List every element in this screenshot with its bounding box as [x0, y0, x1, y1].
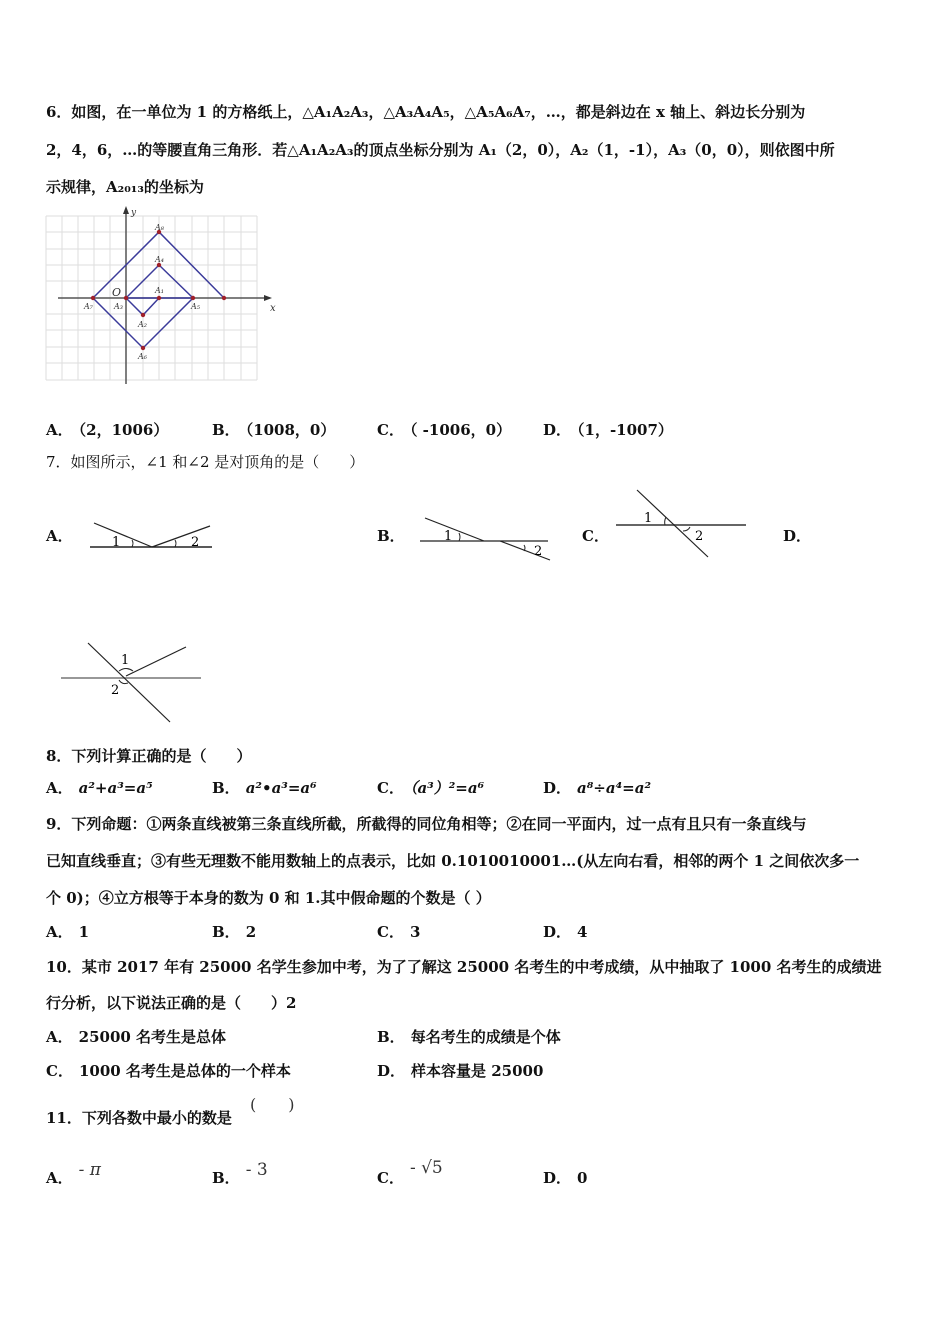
svg-text:2: 2	[111, 683, 120, 698]
q6-stem-line3: 示规律，A₂₀₁₃的坐标为	[46, 178, 204, 196]
point-label-a3: A₃	[114, 302, 123, 311]
q7-option-d-label[interactable]: D．	[783, 527, 812, 545]
origin-label: O	[112, 286, 122, 299]
q9-stem-line3: 个 0)；④立方根等于本身的数为 0 和 1.其中假命题的个数是（ ）	[46, 889, 491, 907]
q7-option-b-label[interactable]: B．	[377, 527, 405, 545]
q11-stem: 11．下列各数中最小的数是	[46, 1109, 232, 1127]
q10-option-d[interactable]: D． 样本容量是 25000	[377, 1062, 544, 1080]
svg-text:1: 1	[112, 535, 121, 550]
point-label-a7: A₇	[84, 302, 93, 311]
q11-option-d[interactable]: D． 0	[543, 1169, 588, 1187]
svg-text:2: 2	[534, 544, 543, 559]
q7-figure-b	[415, 512, 555, 564]
q6-option-d[interactable]: D． （1，-1007）	[543, 421, 673, 439]
q7-figure-a	[85, 515, 220, 555]
q6-option-c[interactable]: C． （ -1006，0）	[377, 421, 512, 439]
q9-option-a[interactable]: A． 1	[46, 923, 90, 941]
q8-stem: 8．下列计算正确的是（ ）	[46, 747, 252, 765]
point-label-a1: A₁	[155, 286, 164, 295]
y-axis-label: y	[131, 208, 137, 218]
q9-option-b[interactable]: B． 2	[212, 923, 257, 941]
q11-option-c[interactable]: C． - √5	[377, 1158, 443, 1187]
q6-stem-line2: 2，4，6，…的等腰直角三角形．若△A₁A₂A₃的顶点坐标分别为 A₁（2，0），A₂（1，-1），A₃（0，0），则依图中所	[46, 141, 835, 159]
y-axis-arrow-icon	[123, 206, 129, 214]
svg-text:1: 1	[644, 511, 653, 526]
svg-text:1: 1	[444, 529, 453, 544]
q7-stem: 7．如图所示，∠1 和∠2 是对顶角的是（ ）	[46, 453, 365, 471]
q7-option-c-label[interactable]: C．	[582, 527, 609, 545]
q8-option-d[interactable]: D． a⁸÷a⁴=a²	[543, 779, 652, 797]
x-axis-arrow-icon	[264, 295, 272, 301]
q7-option-a-label[interactable]: A．	[46, 527, 73, 545]
point-label-a5: A₅	[191, 302, 200, 311]
q8-option-a[interactable]: A． a²+a³=a⁵	[46, 779, 153, 797]
q10-option-c[interactable]: C． 1000 名考生是总体的一个样本	[46, 1062, 291, 1080]
q9-option-d[interactable]: D． 4	[543, 923, 588, 941]
svg-text:2: 2	[695, 529, 704, 544]
q11-option-b[interactable]: B． - 3	[212, 1160, 268, 1187]
q6-coordinate-figure	[44, 205, 284, 390]
q10-option-b[interactable]: B． 每名考生的成绩是个体	[377, 1028, 561, 1046]
q10-option-a[interactable]: A． 25000 名考生是总体	[46, 1028, 227, 1046]
q9-stem-line1: 9．下列命题：①两条直线被第三条直线所截，所截得的同位角相等；②在同一平面内，过一点有且只有一条直线与	[46, 815, 807, 833]
q8-option-b[interactable]: B． a²•a³=a⁶	[212, 779, 317, 797]
point-label-a6: A₆	[138, 352, 147, 361]
point-label-a8: A₈	[155, 223, 164, 232]
q7-figure-c	[610, 487, 750, 562]
q6-stem-line1: 6．如图，在一单位为 1 的方格纸上，△A₁A₂A₃，△A₃A₄A₅，△A₅A₆A₇，…，都是斜边在 x 轴上、斜边长分别为	[46, 103, 806, 121]
q6-option-a[interactable]: A． （2，1006）	[46, 421, 169, 439]
q11-option-a[interactable]: A． - π	[46, 1160, 101, 1187]
q11-answer-paren: ( )	[250, 1095, 295, 1114]
x-axis-label: x	[270, 303, 276, 314]
q6-option-b[interactable]: B． （1008，0）	[212, 421, 336, 439]
q7-figure-d	[58, 638, 208, 728]
q10-stem-line1: 10．某市 2017 年有 25000 名学生参加中考，为了了解这 25000 名考生的中考成绩，从中抽取了 1000 名考生的成绩进	[46, 958, 882, 976]
point-label-a4: A₄	[155, 255, 164, 264]
q8-option-c[interactable]: C． （a³）²=a⁶	[377, 779, 485, 797]
svg-text:1: 1	[121, 653, 130, 668]
point-label-a2: A₂	[138, 320, 147, 329]
svg-text:2: 2	[191, 535, 200, 550]
q9-option-c[interactable]: C． 3	[377, 923, 421, 941]
q10-stem-line2: 行分析，以下说法正确的是（ ）2	[46, 994, 297, 1012]
q9-stem-line2: 已知直线垂直；③有些无理数不能用数轴上的点表示，比如 0.1010010001…(从左向右看，相邻的两个 1 之间依次多一	[46, 852, 860, 870]
